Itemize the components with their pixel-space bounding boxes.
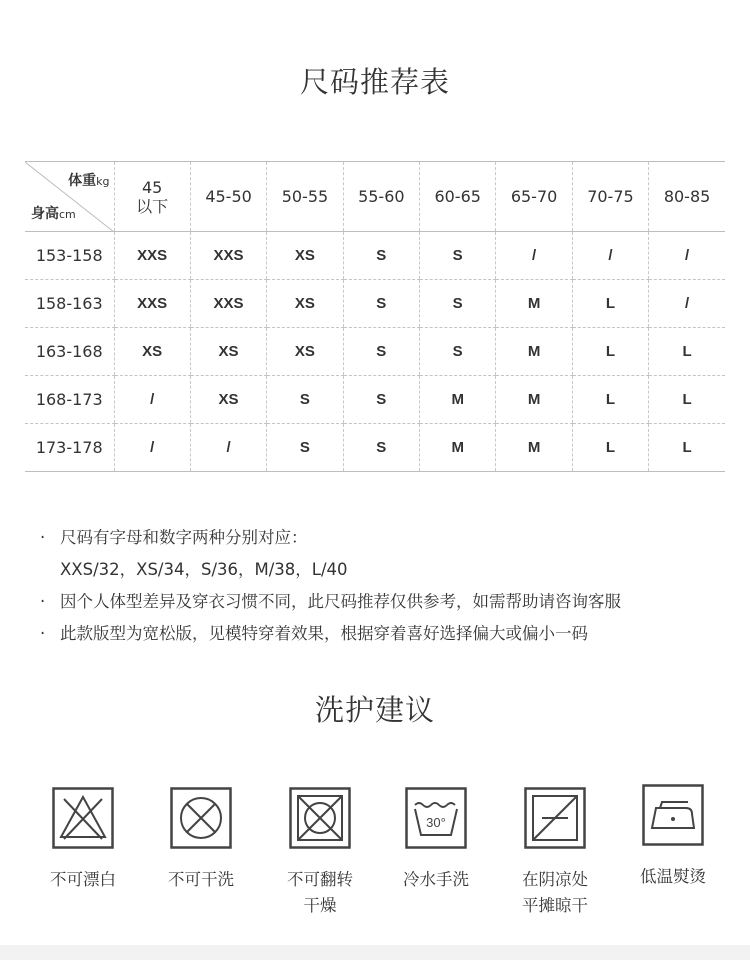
size-notes [40, 527, 621, 655]
weight-col-header: 65-70 [496, 162, 572, 232]
care-item-cold-hand-wash [386, 787, 486, 893]
corner-header-cell [25, 162, 114, 232]
table-row [25, 232, 725, 280]
size-cell: M [496, 424, 572, 472]
no-dry-clean-icon [170, 787, 232, 849]
size-cell: S [267, 424, 343, 472]
size-cell: S [343, 328, 419, 376]
table-row [25, 424, 725, 472]
size-cell: / [649, 232, 725, 280]
size-cell: M [420, 424, 496, 472]
size-cell: L [572, 424, 648, 472]
size-cell: XS [267, 232, 343, 280]
height-cell: 163-168 [25, 328, 114, 376]
size-cell: M [496, 376, 572, 424]
size-cell: L [572, 376, 648, 424]
care-label: 在阴凉处 平摊晾干 [522, 870, 588, 915]
no-bleach-icon [52, 787, 114, 849]
size-cell: / [190, 424, 266, 472]
weight-col-header: 45 以下 [114, 162, 190, 232]
weight-col-header: 80-85 [649, 162, 725, 232]
note-subitem [40, 559, 621, 591]
table-row [25, 280, 725, 328]
table-row [25, 328, 725, 376]
care-item-no-tumble-dry [270, 787, 370, 919]
size-cell: S [267, 376, 343, 424]
care-item-no-dry-clean [151, 787, 251, 893]
size-cell: / [649, 280, 725, 328]
height-cell: 173-178 [25, 424, 114, 472]
size-cell: XS [190, 328, 266, 376]
care-label: 不可翻转 干燥 [287, 870, 353, 915]
weight-col-header: 55-60 [343, 162, 419, 232]
bullet: · [40, 592, 46, 611]
care-label: 冷水手洗 [403, 870, 469, 889]
note-text: 因个人体型差异及穿衣习惯不同，此尺码推荐仅供参考，如需帮助请咨询客服 [60, 592, 621, 611]
weight-col-header: 50-55 [267, 162, 343, 232]
note-item [40, 591, 621, 623]
size-cell: XS [267, 280, 343, 328]
size-cell: S [343, 280, 419, 328]
size-cell: L [649, 328, 725, 376]
size-cell: / [114, 424, 190, 472]
size-cell: L [649, 376, 725, 424]
care-item-flat-dry-shade [505, 787, 605, 919]
care-title: 洗护建议 [314, 693, 435, 727]
note-item [40, 527, 621, 559]
care-label: 低温熨烫 [640, 867, 706, 886]
size-cell: XXS [190, 280, 266, 328]
weight-col-header: 60-65 [420, 162, 496, 232]
size-cell: / [114, 376, 190, 424]
note-text: 尺码有字母和数字两种分别对应： [60, 528, 308, 547]
size-cell: XXS [190, 232, 266, 280]
size-cell: S [420, 280, 496, 328]
size-cell: S [420, 232, 496, 280]
size-cell: M [420, 376, 496, 424]
size-cell: S [343, 376, 419, 424]
size-cell: S [420, 328, 496, 376]
size-cell: L [649, 424, 725, 472]
weight-col-header: 70-75 [572, 162, 648, 232]
size-cell: L [572, 328, 648, 376]
height-cell: 153-158 [25, 232, 114, 280]
low-iron-icon [642, 784, 704, 846]
size-cell: M [496, 280, 572, 328]
size-table-header [25, 162, 725, 232]
size-cell: XS [267, 328, 343, 376]
height-cell: 158-163 [25, 280, 114, 328]
cold-hand-wash-icon [405, 787, 467, 849]
no-tumble-dry-icon [289, 787, 351, 849]
size-cell: L [572, 280, 648, 328]
care-item-no-bleach [33, 787, 133, 893]
bottom-divider [0, 945, 750, 960]
note-text: XXS/32，XS/34，S/36，M/38，L/40 [60, 560, 348, 579]
care-item-low-iron [623, 784, 723, 890]
size-chart-title: 尺码推荐表 [299, 65, 450, 99]
bullet: · [40, 624, 46, 643]
note-text: 此款版型为宽松版，见模特穿着效果，根据穿着喜好选择偏大或偏小一码 [60, 624, 588, 643]
wash-temp-label: 30° [426, 815, 446, 830]
size-cell: S [343, 232, 419, 280]
size-cell: M [496, 328, 572, 376]
size-cell: / [496, 232, 572, 280]
flat-dry-shade-icon [524, 787, 586, 849]
bullet: · [40, 528, 46, 547]
size-cell: XXS [114, 280, 190, 328]
weight-header-label: 体重kg [68, 173, 110, 189]
care-label: 不可漂白 [50, 870, 116, 889]
size-cell: XXS [114, 232, 190, 280]
height-cell: 168-173 [25, 376, 114, 424]
size-table [25, 161, 725, 472]
size-cell: S [343, 424, 419, 472]
care-label: 不可干洗 [168, 870, 234, 889]
size-cell: / [572, 232, 648, 280]
weight-col-header: 45-50 [190, 162, 266, 232]
height-header-label: 身高cm [31, 206, 76, 222]
size-cell: XS [190, 376, 266, 424]
note-item [40, 623, 621, 655]
size-cell: XS [114, 328, 190, 376]
table-row [25, 376, 725, 424]
